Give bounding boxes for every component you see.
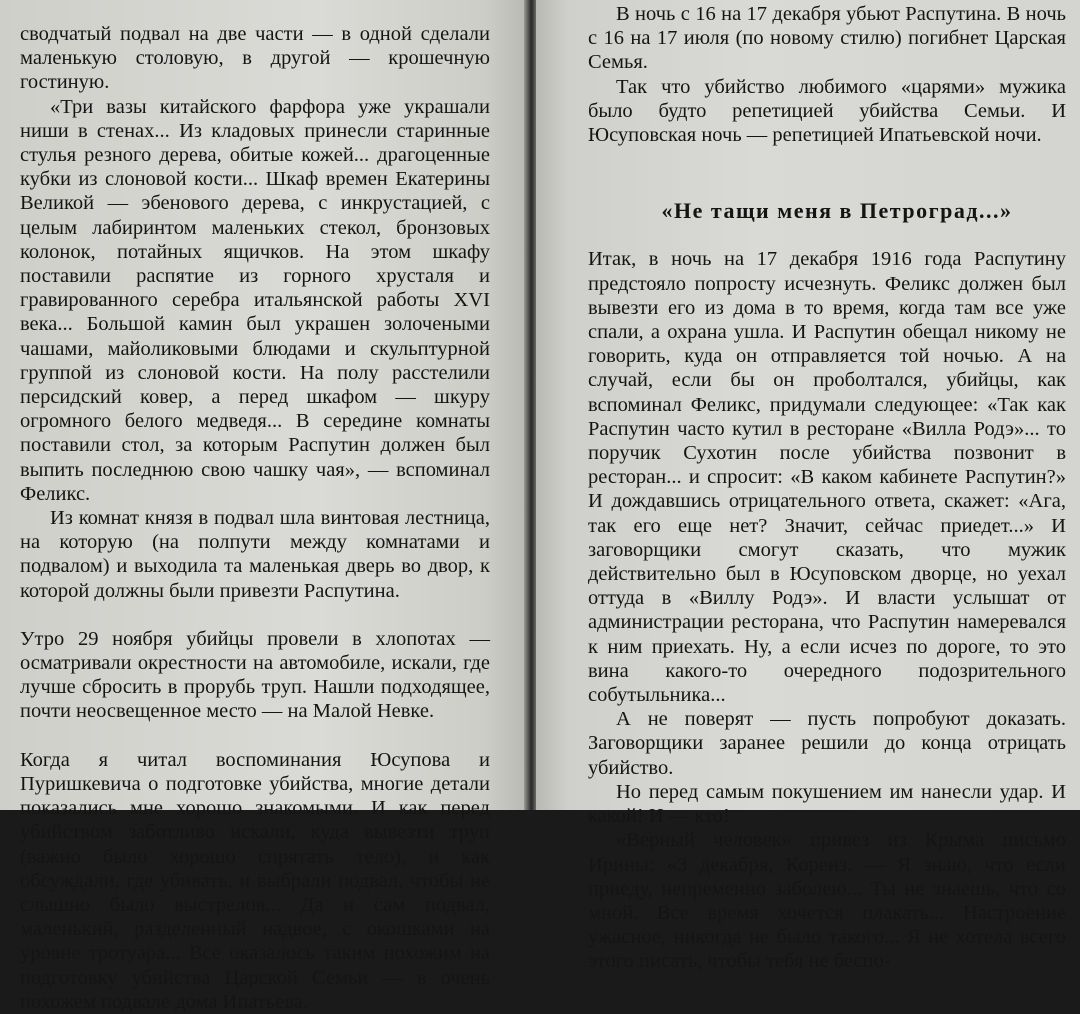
paragraph: В ночь с 16 на 17 декабря убьют Распутина. В ночь с 16 на 17 июля (по новому стилю) погибнет Царская Семья. (588, 3, 1066, 74)
paragraph: Когда я читал воспоминания Юсупова и Пуришкевича о подготовке убийства, многие детали показались мне хорошо знакомыми. И как перед убийством заботливо искали, куда вывезти труп (важно было хорошо спрятать тело), и как обсуждали, где убивать, и выбрали подвал, чтобы не слышно было выстрелов... Да и сам подвал, маленький, разделенный надвое, с окошками на уровне тротуара... Все оказалось таким похожим на подготовку убийства Царской Семьи — в очень похожем подвале дома Ипатьева. (20, 748, 490, 1013)
paragraph: Итак, в ночь на 17 декабря 1916 года Распутину предстояло попросту исчезнуть. Феликс должен был вывезти его из дома в то время, когда там все уже спали, а охрана ушла. И Распутин обещал никому не говорить, куда он отправляется той ночью. А на случай, если бы он проболтался, убийцы, как вспоминал Феликс, придумали следующее: «Так как Распутин часто кутил в ресторане «Вилла Родэ»... то поручик Сухотин после убийства позвонит в ресторан... и спросит: «В каком кабинете Распутин?» И дождавшись отрицательного ответа, скажет: «Ага, так его еще нет? Значит, сейчас приедет...» И заговорщики смогут сказать, что мужик действительно был в Юсуповском дворце, но уехал оттуда в «Виллу Родэ». И власти услышат от администрации ресторана, что Распутин намеревался к ним приехать. Ну, а если исчез по дороге, то это вина какого-то очередного подозрительного собутыльника... (588, 248, 1066, 707)
paragraph-gap (20, 603, 490, 627)
paragraph: Утро 29 ноября убийцы провели в хлопотах — осматривали окрестности на автомобиле, искали, где лучше сбросить в прорубь труп. Нашли подходящее, почти неосвещенное место — на Малой Невке. (20, 627, 490, 723)
right-page (536, 0, 1080, 973)
left-page (0, 0, 528, 1013)
paragraph: Из комнат князя в подвал шла винтовая лестница, на которую (на полпути между комнатами и подвалом) и выходила та маленькая дверь во двор, к которой должны были привезти Распутина. (20, 507, 490, 602)
paragraph-gap (20, 724, 490, 748)
paragraph: Но перед самым покушением им нанесли удар. И какой! И — кто! (588, 780, 1066, 828)
paragraph: А не поверят — пусть попробуют доказать. Заговорщики заранее решили до конца отрицать убийство. (588, 708, 1066, 779)
section-heading: «Не тащи меня в Петроград...» (661, 198, 1013, 224)
paragraph: «Три вазы китайского фарфора уже украшали ниши в стенах... Из кладовых принесли старинные стулья резного дерева, обитые кожей... драгоценные кубки из слоновой кости... Шкаф времен Екатерины Великой — эбенового дерева, с инкрустацией, с целым лабиринтом маленьких стекол, бронзовых колонок, потайных ящичков. На этом шкафу поставили распятие из горного хрусталя и гравированного серебра итальянской работы XVI века... Большой камин был украшен золочеными чашами, майоликовыми блюдами и скульптурной группой из слоновой кости. На полу расстелили персидский ковер, а перед шкафом — шкуру огромного белого медведя... В середине комнаты поставили стол, за которым Распутин должен был выпить последнюю свою чашку чая», — вспоминал Феликс. (20, 95, 490, 505)
paragraph: Так что убийство любимого «царями» мужика было будто репетицией убийства Семьи. И Юсуповская ночь — репетицией Ипатьевской ночи. (588, 75, 1066, 147)
paragraph: «Верный человек» привез из Крыма письмо Ирины: «3 декабря, Кореиз. — Я знаю, что если приеду, непременно заболею... Ты не знаешь, что со мной. Все время хочется плакать... Настроение ужасное, никогда не было такого... Я не хотела всего этого писать, чтобы тебя не беспо- (588, 829, 1066, 973)
paragraph: сводчатый подвал на две части — в одной сделали маленькую столовую, в другой — крошечную гостиную. (20, 23, 490, 94)
top-block (588, 0, 1066, 147)
